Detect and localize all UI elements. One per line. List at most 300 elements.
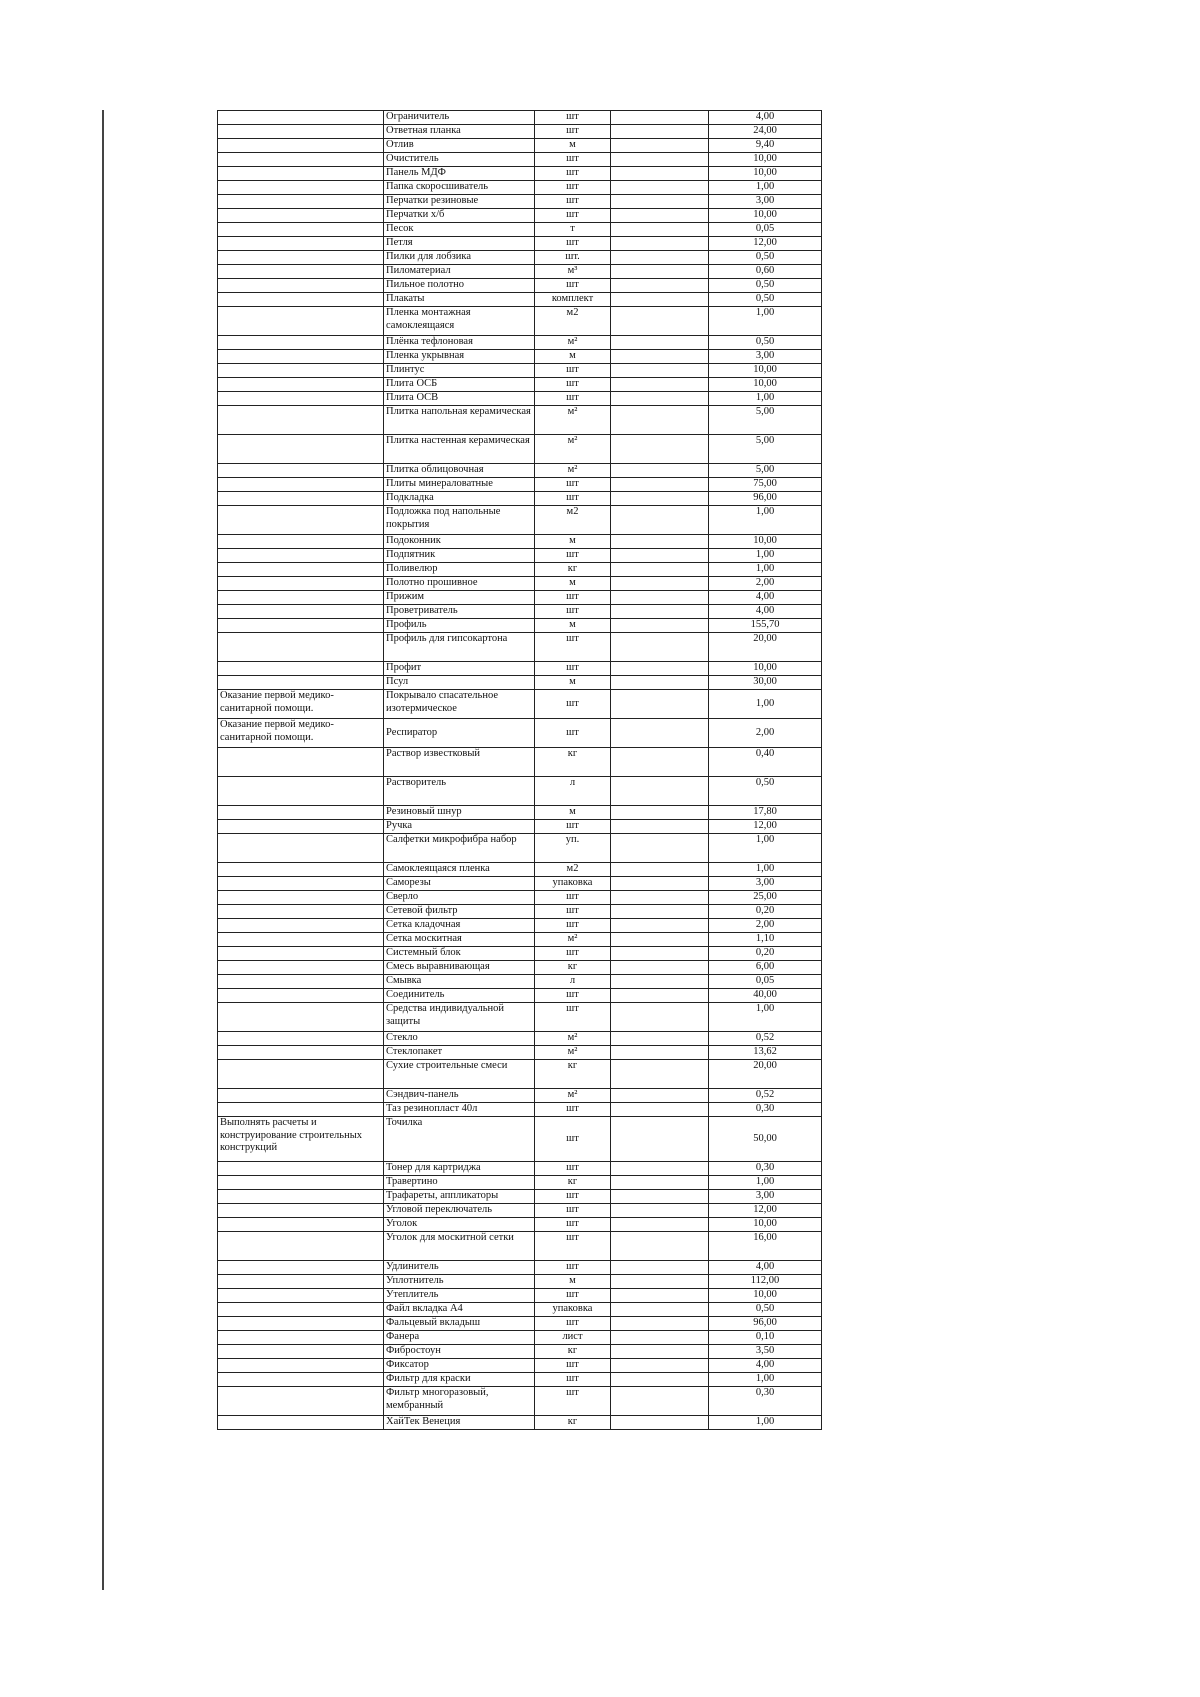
blank-cell [611,1190,709,1204]
competency-cell [218,905,384,919]
unit-cell: кг [535,1176,611,1190]
unit-cell: шт [535,891,611,905]
blank-cell [611,1232,709,1261]
competency-cell [218,167,384,181]
blank-cell [611,1204,709,1218]
competency-cell [218,863,384,877]
material-name-cell: Файл вкладка А4 [384,1303,535,1317]
competency-cell [218,153,384,167]
table-row [218,1303,822,1317]
unit-cell: шт [535,364,611,378]
unit-cell: м [535,676,611,690]
competency-cell [218,181,384,195]
competency-cell [218,748,384,777]
blank-cell [611,1416,709,1430]
quantity-cell: 2,00 [709,919,822,933]
blank-cell [611,1303,709,1317]
table-row [218,975,822,989]
unit-cell: м [535,1275,611,1289]
competency-cell [218,1387,384,1416]
unit-cell: м² [535,1032,611,1046]
blank-cell [611,1060,709,1089]
material-name-cell: Фибростоун [384,1345,535,1359]
unit-cell: уп. [535,834,611,863]
competency-cell [218,1089,384,1103]
quantity-cell: 4,00 [709,591,822,605]
material-name-cell: Сэндвич-панель [384,1089,535,1103]
quantity-cell: 0,10 [709,1331,822,1345]
material-name-cell: Пиломатериал [384,265,535,279]
competency-cell [218,577,384,591]
quantity-cell: 0,05 [709,223,822,237]
material-name-cell: Тонер для картриджа [384,1162,535,1176]
competency-cell [218,1317,384,1331]
unit-cell: м [535,535,611,549]
table-row [218,364,822,378]
unit-cell: м² [535,336,611,350]
competency-cell [218,1046,384,1060]
table-row [218,478,822,492]
material-name-cell: Раствор известковый [384,748,535,777]
material-name-cell: Стекло [384,1032,535,1046]
table-row [218,307,822,336]
blank-cell [611,820,709,834]
blank-cell [611,435,709,464]
table-row [218,1162,822,1176]
unit-cell: шт [535,167,611,181]
material-name-cell: Очиститель [384,153,535,167]
quantity-cell: 5,00 [709,435,822,464]
blank-cell [611,989,709,1003]
unit-cell: шт [535,478,611,492]
competency-cell [218,492,384,506]
quantity-cell: 0,20 [709,947,822,961]
material-name-cell: Ручка [384,820,535,834]
material-name-cell: Плита ОСВ [384,392,535,406]
material-name-cell: Ограничитель [384,111,535,125]
material-name-cell: Уплотнитель [384,1275,535,1289]
unit-cell: шт [535,1103,611,1117]
table-row [218,378,822,392]
unit-cell: кг [535,748,611,777]
unit-cell: шт [535,919,611,933]
material-name-cell: Пленка монтажная самоклеящаяся [384,307,535,336]
material-name-cell: Уголок для москитной сетки [384,1232,535,1261]
competency-cell [218,806,384,820]
blank-cell [611,1176,709,1190]
table-row [218,947,822,961]
material-name-cell: Саморезы [384,877,535,891]
unit-cell: м [535,577,611,591]
table-row [218,619,822,633]
table-row [218,1003,822,1032]
table-row [218,676,822,690]
quantity-cell: 20,00 [709,633,822,662]
quantity-cell: 1,00 [709,506,822,535]
quantity-cell: 155,70 [709,619,822,633]
quantity-cell: 112,00 [709,1275,822,1289]
material-name-cell: Сухие строительные смеси [384,1060,535,1089]
quantity-cell: 0,30 [709,1387,822,1416]
material-name-cell: Удлинитель [384,1261,535,1275]
unit-cell: кг [535,563,611,577]
blank-cell [611,153,709,167]
quantity-cell: 4,00 [709,111,822,125]
competency-cell [218,293,384,307]
table-row [218,919,822,933]
table-row [218,748,822,777]
competency-cell [218,139,384,153]
material-name-cell: Пильное полотно [384,279,535,293]
blank-cell [611,392,709,406]
material-name-cell: Проветриватель [384,605,535,619]
blank-cell [611,961,709,975]
table-row [218,933,822,947]
quantity-cell: 4,00 [709,1359,822,1373]
quantity-cell: 24,00 [709,125,822,139]
material-name-cell: Пленка укрывная [384,350,535,364]
competency-cell [218,777,384,806]
competency-cell [218,1261,384,1275]
blank-cell [611,181,709,195]
quantity-cell: 0,50 [709,1303,822,1317]
competency-cell [218,478,384,492]
blank-cell [611,1373,709,1387]
competency-cell [218,251,384,265]
material-name-cell: Угловой переключатель [384,1204,535,1218]
blank-cell [611,1046,709,1060]
unit-cell: м³ [535,265,611,279]
unit-cell: т [535,223,611,237]
competency-cell [218,350,384,364]
quantity-cell: 3,00 [709,1190,822,1204]
quantity-cell: 1,00 [709,690,822,719]
blank-cell [611,947,709,961]
quantity-cell: 6,00 [709,961,822,975]
quantity-cell: 0,05 [709,975,822,989]
table-row [218,662,822,676]
blank-cell [611,251,709,265]
quantity-cell: 0,50 [709,279,822,293]
unit-cell: шт [535,1204,611,1218]
unit-cell: шт [535,1373,611,1387]
material-name-cell: Папка скоросшиватель [384,181,535,195]
table-row [218,1176,822,1190]
material-name-cell: Профиль [384,619,535,633]
material-name-cell: Плита ОСБ [384,378,535,392]
unit-cell: шт [535,633,611,662]
unit-cell: шт [535,1317,611,1331]
unit-cell: шт [535,1261,611,1275]
material-name-cell: Стеклопакет [384,1046,535,1060]
competency-cell [218,279,384,293]
blank-cell [611,350,709,364]
competency-cell [218,1359,384,1373]
unit-cell: шт [535,1117,611,1162]
competency-cell [218,1345,384,1359]
blank-cell [611,492,709,506]
quantity-cell: 10,00 [709,662,822,676]
blank-cell [611,336,709,350]
blank-cell [611,167,709,181]
table-row [218,435,822,464]
table-row [218,863,822,877]
quantity-cell: 10,00 [709,1289,822,1303]
blank-cell [611,662,709,676]
unit-cell: упаковка [535,877,611,891]
competency-cell [218,307,384,336]
table-row [218,549,822,563]
table-row [218,1117,822,1162]
table-row [218,535,822,549]
unit-cell: шт [535,1232,611,1261]
material-name-cell: Точилка [384,1117,535,1162]
page-margin-line [102,110,104,1590]
unit-cell: шт [535,662,611,676]
table-row [218,719,822,748]
table-row [218,1190,822,1204]
competency-cell [218,919,384,933]
table-row [218,1103,822,1117]
unit-cell: шт [535,209,611,223]
blank-cell [611,1117,709,1162]
competency-cell [218,1162,384,1176]
competency-cell [218,591,384,605]
blank-cell [611,619,709,633]
blank-cell [611,209,709,223]
blank-cell [611,223,709,237]
blank-cell [611,863,709,877]
unit-cell: шт [535,1218,611,1232]
unit-cell: м [535,350,611,364]
unit-cell: м² [535,464,611,478]
unit-cell: кг [535,1416,611,1430]
quantity-cell: 1,00 [709,307,822,336]
table-row [218,605,822,619]
material-name-cell: Перчатки х/б [384,209,535,223]
competency-cell [218,392,384,406]
blank-cell [611,139,709,153]
materials-table [217,110,822,1430]
material-name-cell: Смывка [384,975,535,989]
unit-cell: шт [535,1289,611,1303]
competency-cell [218,1032,384,1046]
competency-cell [218,125,384,139]
unit-cell: шт [535,1190,611,1204]
quantity-cell: 16,00 [709,1232,822,1261]
unit-cell: кг [535,1345,611,1359]
table-row [218,891,822,905]
table-row [218,1345,822,1359]
quantity-cell: 12,00 [709,237,822,251]
blank-cell [611,1089,709,1103]
quantity-cell: 10,00 [709,378,822,392]
blank-cell [611,605,709,619]
quantity-cell: 25,00 [709,891,822,905]
competency-cell [218,378,384,392]
competency-cell [218,406,384,435]
material-name-cell: Подложка под напольные покрытия [384,506,535,535]
quantity-cell: 10,00 [709,153,822,167]
table-row [218,1416,822,1430]
competency-cell [218,535,384,549]
material-name-cell: Соединитель [384,989,535,1003]
competency-cell [218,605,384,619]
unit-cell: м² [535,1046,611,1060]
blank-cell [611,891,709,905]
table-row [218,279,822,293]
material-name-cell: Таз резинопласт 40л [384,1103,535,1117]
table-row [218,350,822,364]
quantity-cell: 96,00 [709,492,822,506]
quantity-cell: 3,00 [709,350,822,364]
table-row [218,464,822,478]
quantity-cell: 1,00 [709,1003,822,1032]
blank-cell [611,975,709,989]
table-row [218,905,822,919]
quantity-cell: 0,30 [709,1162,822,1176]
competency-cell [218,1416,384,1430]
blank-cell [611,307,709,336]
material-name-cell: Песок [384,223,535,237]
material-name-cell: Сверло [384,891,535,905]
competency-cell [218,464,384,478]
table-row [218,293,822,307]
blank-cell [611,549,709,563]
unit-cell: м² [535,435,611,464]
material-name-cell: Прижим [384,591,535,605]
table-row [218,777,822,806]
blank-cell [611,535,709,549]
table-row [218,1046,822,1060]
quantity-cell: 1,00 [709,863,822,877]
competency-cell [218,1303,384,1317]
blank-cell [611,1317,709,1331]
unit-cell: л [535,975,611,989]
quantity-cell: 2,00 [709,577,822,591]
competency-cell [218,662,384,676]
quantity-cell: 5,00 [709,464,822,478]
blank-cell [611,933,709,947]
table-row [218,1317,822,1331]
unit-cell: шт [535,820,611,834]
unit-cell: шт [535,1162,611,1176]
competency-cell [218,933,384,947]
competency-cell [218,676,384,690]
blank-cell [611,633,709,662]
blank-cell [611,378,709,392]
quantity-cell: 3,00 [709,877,822,891]
competency-cell [218,549,384,563]
material-name-cell: Уголок [384,1218,535,1232]
quantity-cell: 17,80 [709,806,822,820]
quantity-cell: 1,00 [709,1416,822,1430]
competency-cell [218,1289,384,1303]
table-row [218,139,822,153]
material-name-cell: Салфетки микрофибра набор [384,834,535,863]
material-name-cell: Фильтр многоразовый, мембранный [384,1387,535,1416]
material-name-cell: Перчатки резиновые [384,195,535,209]
competency-cell [218,435,384,464]
table-row [218,563,822,577]
blank-cell [611,1387,709,1416]
blank-cell [611,1218,709,1232]
quantity-cell: 0,60 [709,265,822,279]
unit-cell: м2 [535,307,611,336]
competency-cell [218,877,384,891]
quantity-cell: 1,00 [709,563,822,577]
material-name-cell: Средства индивидуальной защиты [384,1003,535,1032]
quantity-cell: 12,00 [709,820,822,834]
unit-cell: м [535,139,611,153]
quantity-cell: 3,50 [709,1345,822,1359]
table-row [218,1232,822,1261]
competency-cell [218,1176,384,1190]
unit-cell: шт [535,111,611,125]
material-name-cell: Подкладка [384,492,535,506]
competency-cell [218,1003,384,1032]
unit-cell: шт [535,279,611,293]
unit-cell: шт [535,1359,611,1373]
quantity-cell: 20,00 [709,1060,822,1089]
table-row [218,877,822,891]
material-name-cell: Сетка москитная [384,933,535,947]
competency-cell: Оказание первой медико-санитарной помощи. [218,690,384,719]
table-row [218,392,822,406]
blank-cell [611,591,709,605]
competency-cell [218,961,384,975]
competency-cell [218,1218,384,1232]
competency-cell [218,1204,384,1218]
competency-cell [218,947,384,961]
blank-cell [611,1289,709,1303]
quantity-cell: 9,40 [709,139,822,153]
table-row [218,1387,822,1416]
table-row [218,111,822,125]
blank-cell [611,1359,709,1373]
blank-cell [611,506,709,535]
unit-cell: л [535,777,611,806]
quantity-cell: 0,20 [709,905,822,919]
unit-cell: м2 [535,863,611,877]
material-name-cell: Пилки для лобзика [384,251,535,265]
competency-cell [218,891,384,905]
competency-cell [218,111,384,125]
material-name-cell: Подпятник [384,549,535,563]
competency-cell [218,336,384,350]
table-row [218,820,822,834]
competency-cell [218,1275,384,1289]
material-name-cell: Травертино [384,1176,535,1190]
blank-cell [611,748,709,777]
table-row [218,1218,822,1232]
blank-cell [611,719,709,748]
unit-cell: шт [535,905,611,919]
blank-cell [611,111,709,125]
material-name-cell: Полотно прошивное [384,577,535,591]
unit-cell: м2 [535,506,611,535]
competency-cell [218,1331,384,1345]
material-name-cell: Поливелюр [384,563,535,577]
unit-cell: шт [535,378,611,392]
competency-cell [218,820,384,834]
quantity-cell: 1,00 [709,549,822,563]
quantity-cell: 10,00 [709,167,822,181]
unit-cell: шт [535,181,611,195]
table-row [218,633,822,662]
blank-cell [611,905,709,919]
table-row [218,1060,822,1089]
